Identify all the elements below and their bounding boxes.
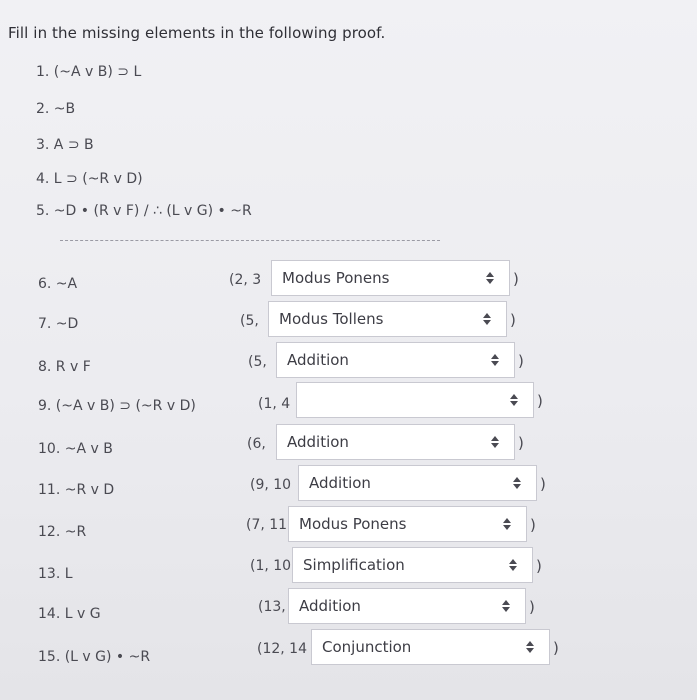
conclusion-divider: [60, 240, 440, 241]
select-arrows-icon: [504, 559, 522, 571]
step-9-rule-select[interactable]: [296, 382, 534, 418]
step-14-rule-select[interactable]: [288, 588, 526, 624]
select-arrows-icon: [521, 641, 539, 653]
step-6-cite: (2, 3: [229, 272, 262, 288]
select-arrows-icon: [486, 354, 504, 366]
step-7-close-paren: ): [510, 311, 516, 329]
step-12-close-paren: ): [530, 516, 536, 534]
step-6-line: 6. ~A: [38, 276, 78, 292]
step-10-close-paren: ): [518, 434, 524, 452]
step-15-rule-value: Conjunction: [322, 638, 412, 656]
step-11-close-paren: ): [540, 475, 546, 493]
step-7-rule-value: Modus Tollens: [279, 310, 384, 328]
step-12-rule-select[interactable]: [288, 506, 527, 542]
step-14-line: 14. L v G: [38, 606, 101, 622]
premise-2: 2. ~B: [36, 101, 76, 117]
step-8-cite: (5,: [248, 354, 267, 370]
step-7-rule-select[interactable]: [268, 301, 507, 337]
step-7-cite: (5,: [240, 313, 259, 329]
step-8-line: 8. R v F: [38, 359, 91, 375]
step-12-rule-value: Modus Ponens: [299, 515, 407, 533]
step-15-rule-select[interactable]: [311, 629, 550, 665]
step-9-cite: (1, 4: [258, 396, 291, 412]
step-12-line: 12. ~R: [38, 524, 87, 540]
step-15-line: 15. (L v G) • ~R: [38, 649, 151, 665]
step-8-close-paren: ): [518, 352, 524, 370]
step-13-rule-value: Simplification: [303, 556, 405, 574]
step-11-line: 11. ~R v D: [38, 482, 115, 498]
step-10-cite: (6,: [247, 436, 266, 452]
step-15-close-paren: ): [553, 639, 559, 657]
step-14-rule-value: Addition: [299, 597, 361, 615]
select-arrows-icon: [508, 477, 526, 489]
step-7-line: 7. ~D: [38, 316, 79, 332]
step-11-cite: (9, 10: [250, 477, 292, 493]
step-13-close-paren: ): [536, 557, 542, 575]
step-12-cite: (7, 11: [246, 517, 288, 533]
select-arrows-icon: [478, 313, 496, 325]
step-6-close-paren: ): [513, 270, 519, 288]
select-arrows-icon: [481, 272, 499, 284]
step-10-rule-value: Addition: [287, 433, 349, 451]
step-9-close-paren: ): [537, 392, 543, 410]
step-9-line: 9. (~A v B) ⊃ (~R v D): [38, 398, 196, 414]
premise-4: 4. L ⊃ (~R v D): [36, 171, 143, 187]
select-arrows-icon: [486, 436, 504, 448]
select-arrows-icon: [497, 600, 515, 612]
select-arrows-icon: [505, 394, 523, 406]
step-10-rule-select[interactable]: [276, 424, 515, 460]
step-14-cite: (13,: [258, 599, 286, 615]
step-13-line: 13. L: [38, 566, 73, 582]
instructions-heading: Fill in the missing elements in the following proof.: [8, 24, 386, 42]
select-arrows-icon: [498, 518, 516, 530]
step-8-rule-value: Addition: [287, 351, 349, 369]
step-13-cite: (1, 10: [250, 558, 292, 574]
step-10-line: 10. ~A v B: [38, 441, 113, 457]
step-8-rule-select[interactable]: [276, 342, 515, 378]
premise-3: 3. A ⊃ B: [36, 137, 94, 153]
step-15-cite: (12, 14: [257, 641, 307, 657]
step-14-close-paren: ): [529, 598, 535, 616]
step-6-rule-select[interactable]: [271, 260, 510, 296]
premise-1: 1. (~A v B) ⊃ L: [36, 64, 142, 80]
premise-5: 5. ~D • (R v F) / ∴ (L v G) • ~R: [36, 203, 252, 219]
step-11-rule-value: Addition: [309, 474, 371, 492]
step-13-rule-select[interactable]: [292, 547, 533, 583]
step-6-rule-value: Modus Ponens: [282, 269, 390, 287]
step-11-rule-select[interactable]: [298, 465, 537, 501]
